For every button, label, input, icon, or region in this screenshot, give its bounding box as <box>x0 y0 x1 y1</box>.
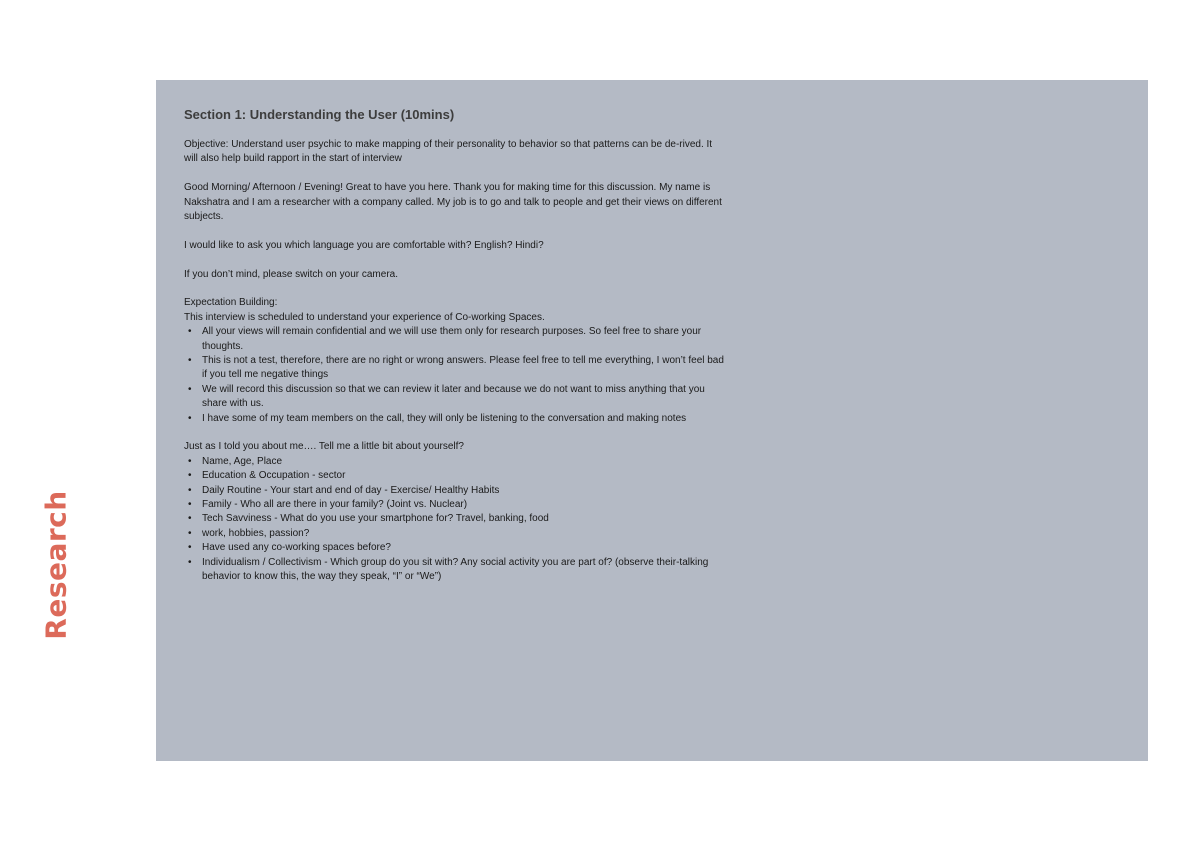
side-label-research: Research <box>39 490 73 640</box>
list-item: • I have some of my team members on the call, they will only be listening to the conversation and making notes <box>188 412 687 424</box>
expectation-list <box>184 325 724 426</box>
interview-guide <box>184 106 724 585</box>
list-item: • Family - Who all are there in your family? (Joint vs. Nuclear) <box>188 499 468 511</box>
language-question: I would like to ask you which language you are comfortable with? English? Hindi? <box>184 239 544 251</box>
about-list <box>184 455 724 585</box>
expectation-intro: This interview is scheduled to understand your experience of Co-working Spaces. <box>184 311 545 323</box>
list-item: • Daily Routine - Your start and end of day - Exercise/ Healthy Habits <box>188 484 500 496</box>
expectation-heading: Expectation Building: <box>184 297 278 309</box>
list-item: • Individualism / Collectivism - Which group do you sit with? Any social activity you are part of? (observe their-talking behavior to know this, the way they speak, “I” or “We”) <box>188 556 709 583</box>
content-panel <box>156 80 1148 761</box>
greeting-text: Good Morning/ Afternoon / Evening! Great to have you here. Thank you for making time for this discussion. My name is Nakshatra and I am a researcher with a company called. My job is to go and talk to people and get their views on different subjects. <box>184 182 722 223</box>
list-item: • Name, Age, Place <box>188 455 283 467</box>
list-item: • This is not a test, therefore, there are no right or wrong answers. Please feel free to tell me everything, I won’t feel bad if you tell me negative things <box>188 355 724 381</box>
list-item: • Education & Occupation - sector <box>188 470 346 482</box>
section-title: Section 1: Understanding the User (10mins) <box>184 107 455 122</box>
list-item: • work, hobbies, passion? <box>188 527 310 539</box>
about-intro: Just as I told you about me…. Tell me a little bit about yourself? <box>184 441 464 453</box>
list-item: • We will record this discussion so that we can review it later and because we do not want to miss anything that you share with us. <box>188 383 705 410</box>
camera-request: If you don’t mind, please switch on your camera. <box>184 268 398 280</box>
list-item: • All your views will remain confidential and we will use them only for research purposes. So feel free to share your thoughts. <box>188 326 702 352</box>
objective-text: Objective: Understand user psychic to make mapping of their personality to behavior so that patterns can be de-rived. It will also help build rapport in the start of interview <box>184 139 713 165</box>
list-item: • Have used any co-working spaces before? <box>188 542 391 554</box>
list-item: • Tech Savviness - What do you use your smartphone for? Travel, banking, food <box>188 513 549 525</box>
